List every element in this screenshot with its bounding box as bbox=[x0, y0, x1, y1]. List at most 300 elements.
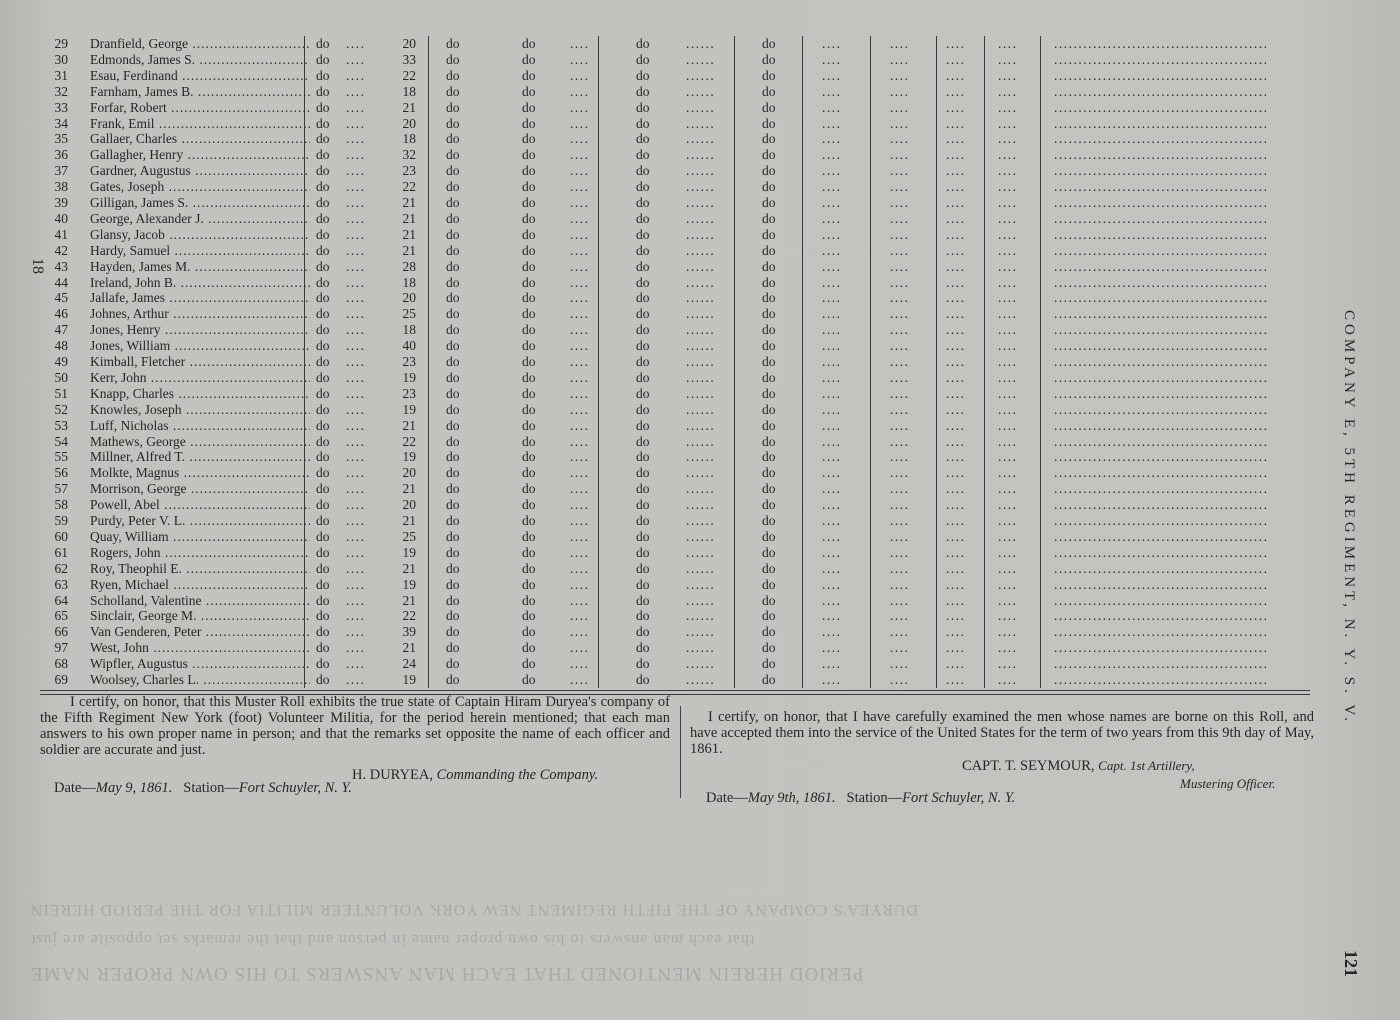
leader-dots: .... bbox=[822, 672, 842, 687]
rank-cell: do bbox=[316, 417, 330, 433]
leader-dots: .... bbox=[946, 354, 966, 369]
leader-dots: .... bbox=[998, 195, 1018, 210]
soldier-name: Gallaer, Charles ..... bbox=[90, 131, 310, 147]
ditto-cell: do bbox=[762, 274, 776, 290]
leader-dots: .... bbox=[946, 306, 966, 322]
leader-dots: .... bbox=[570, 656, 590, 672]
table-row bbox=[40, 147, 1310, 163]
row-number: 41 bbox=[54, 226, 68, 242]
soldier-name: Scholland, Valentine ..... bbox=[90, 593, 310, 609]
leader-dots: .... bbox=[570, 163, 590, 179]
leader-dots: .... bbox=[822, 67, 842, 83]
remarks-leader-dots: ............................................ bbox=[1054, 608, 1269, 624]
age-cell: 21 bbox=[402, 481, 416, 497]
leader-dots: .... bbox=[998, 369, 1018, 385]
date-station-left: Date—May 9, 1861. Station—Fort Schuyler, N. Y. bbox=[54, 780, 352, 796]
ditto-cell: do bbox=[762, 449, 776, 465]
leader-dots: .... bbox=[346, 672, 366, 687]
rank-cell: do bbox=[316, 226, 330, 242]
row-number: 38 bbox=[54, 179, 68, 195]
row-number: 49 bbox=[54, 354, 68, 369]
row-number: 40 bbox=[54, 210, 68, 226]
ditto-cell: do bbox=[446, 640, 460, 656]
certification-right-text: I certify, on honor, that I have carefully examined the men whose names are borne on this Roll, and have accepted them into the service of the United States for the term of two years from this 9th day of May, 1861. bbox=[690, 709, 1314, 757]
leader-dots: .... bbox=[822, 210, 842, 226]
row-number: 35 bbox=[54, 131, 68, 147]
leader-dots: .... bbox=[890, 640, 910, 656]
table-row bbox=[40, 36, 1310, 52]
ditto-cell: do bbox=[636, 147, 650, 163]
leader-dots: .... bbox=[890, 576, 910, 592]
leader-dots: ...... bbox=[686, 322, 716, 338]
soldier-name: Farnham, James B. ..... bbox=[90, 84, 310, 100]
row-number: 30 bbox=[54, 51, 68, 67]
table-row bbox=[40, 545, 1310, 561]
row-number: 34 bbox=[54, 115, 68, 131]
leader-dots: .... bbox=[570, 67, 590, 83]
leader-dots: .... bbox=[998, 242, 1018, 258]
ditto-cell: do bbox=[636, 401, 650, 417]
leader-dots: .... bbox=[998, 322, 1018, 338]
table-row bbox=[40, 195, 1310, 211]
leader-dots: .... bbox=[890, 195, 910, 210]
soldier-name: Glansy, Jacob ..... bbox=[90, 227, 310, 243]
soldier-name: Roy, Theophil E. ..... bbox=[90, 561, 310, 577]
ditto-cell: do bbox=[636, 640, 650, 656]
ditto-cell: do bbox=[522, 401, 536, 417]
ditto-cell: do bbox=[446, 656, 460, 672]
ditto-cell: do bbox=[446, 306, 460, 322]
leader-dots: ...... bbox=[686, 195, 716, 210]
table-row bbox=[40, 338, 1310, 354]
ditto-cell: do bbox=[522, 99, 536, 115]
age-cell: 40 bbox=[402, 338, 416, 354]
age-cell: 19 bbox=[402, 401, 416, 417]
soldier-name: Kerr, John ..... bbox=[90, 370, 310, 386]
leader-dots: .... bbox=[570, 672, 590, 687]
remarks-leader-dots: ............................................ bbox=[1054, 115, 1269, 131]
rank-cell: do bbox=[316, 481, 330, 497]
leader-dots: .... bbox=[570, 528, 590, 544]
ditto-cell: do bbox=[446, 322, 460, 338]
leader-dots: .... bbox=[570, 179, 590, 195]
leader-dots: .... bbox=[946, 544, 966, 560]
row-number: 56 bbox=[54, 465, 68, 481]
leader-dots: ...... bbox=[686, 465, 716, 481]
ditto-cell: do bbox=[762, 258, 776, 274]
ditto-cell: do bbox=[762, 513, 776, 528]
leader-dots: .... bbox=[570, 306, 590, 322]
leader-dots: .... bbox=[346, 544, 366, 560]
ditto-cell: do bbox=[522, 592, 536, 608]
leader-dots: .... bbox=[998, 51, 1018, 67]
table-row bbox=[40, 481, 1310, 497]
leader-dots: .... bbox=[998, 608, 1018, 624]
leader-dots: .... bbox=[890, 115, 910, 131]
table-row bbox=[40, 418, 1310, 434]
ditto-cell: do bbox=[636, 338, 650, 354]
leader-dots: ...... bbox=[686, 608, 716, 624]
leader-dots: .... bbox=[946, 592, 966, 608]
leader-dots: .... bbox=[570, 195, 590, 210]
leader-dots: ...... bbox=[686, 481, 716, 497]
ditto-cell: do bbox=[522, 465, 536, 481]
age-cell: 20 bbox=[402, 497, 416, 513]
leader-dots: .... bbox=[890, 481, 910, 497]
ditto-cell: do bbox=[762, 163, 776, 179]
leader-dots: .... bbox=[346, 385, 366, 401]
soldier-name: Frank, Emil ..... bbox=[90, 116, 310, 132]
soldier-name: Purdy, Peter V. L. ..... bbox=[90, 513, 310, 529]
side-running-title: COMPANY E, 5TH REGIMENT, N. Y. S. V. bbox=[1341, 310, 1357, 726]
ditto-cell: do bbox=[522, 544, 536, 560]
age-cell: 20 bbox=[402, 290, 416, 306]
leader-dots: .... bbox=[346, 226, 366, 242]
leader-dots: .... bbox=[998, 576, 1018, 592]
age-cell: 22 bbox=[402, 433, 416, 449]
leader-dots: .... bbox=[570, 640, 590, 656]
remarks-leader-dots: ............................................ bbox=[1054, 226, 1269, 242]
remarks-leader-dots: ............................................ bbox=[1054, 99, 1269, 115]
ditto-cell: do bbox=[446, 401, 460, 417]
ditto-cell: do bbox=[446, 449, 460, 465]
ditto-cell: do bbox=[522, 226, 536, 242]
row-number: 52 bbox=[54, 401, 68, 417]
ditto-cell: do bbox=[762, 67, 776, 83]
leader-dots: .... bbox=[946, 322, 966, 338]
ditto-cell: do bbox=[762, 115, 776, 131]
leader-dots: .... bbox=[890, 433, 910, 449]
leader-dots: ...... bbox=[686, 449, 716, 465]
leader-dots: .... bbox=[346, 481, 366, 497]
remarks-leader-dots: ............................................ bbox=[1054, 672, 1269, 687]
leader-dots: .... bbox=[346, 115, 366, 131]
leader-dots: .... bbox=[890, 67, 910, 83]
ditto-cell: do bbox=[522, 242, 536, 258]
leader-dots: .... bbox=[946, 624, 966, 640]
ditto-cell: do bbox=[522, 36, 536, 51]
leader-dots: .... bbox=[346, 354, 366, 369]
leader-dots: .... bbox=[998, 624, 1018, 640]
ditto-cell: do bbox=[762, 385, 776, 401]
rank-cell: do bbox=[316, 640, 330, 656]
ditto-cell: do bbox=[636, 306, 650, 322]
leader-dots: .... bbox=[890, 306, 910, 322]
ditto-cell: do bbox=[522, 433, 536, 449]
leader-dots: .... bbox=[570, 338, 590, 354]
leader-dots: .... bbox=[890, 354, 910, 369]
leader-dots: .... bbox=[570, 417, 590, 433]
ditto-cell: do bbox=[762, 322, 776, 338]
table-row bbox=[40, 100, 1310, 116]
certification-divider bbox=[680, 706, 681, 798]
leader-dots: ...... bbox=[686, 576, 716, 592]
rank-cell: do bbox=[316, 497, 330, 513]
ditto-cell: do bbox=[446, 115, 460, 131]
remarks-leader-dots: ............................................ bbox=[1054, 576, 1269, 592]
row-number: 64 bbox=[54, 592, 68, 608]
leader-dots: .... bbox=[822, 465, 842, 481]
soldier-name: Hardy, Samuel ..... bbox=[90, 243, 310, 259]
ditto-cell: do bbox=[636, 672, 650, 687]
leader-dots: .... bbox=[890, 624, 910, 640]
rank-cell: do bbox=[316, 274, 330, 290]
table-row bbox=[40, 163, 1310, 179]
ditto-cell: do bbox=[762, 242, 776, 258]
leader-dots: .... bbox=[998, 290, 1018, 306]
leader-dots: .... bbox=[890, 258, 910, 274]
ditto-cell: do bbox=[522, 608, 536, 624]
age-cell: 24 bbox=[402, 656, 416, 672]
table-row bbox=[40, 402, 1310, 418]
ditto-cell: do bbox=[446, 481, 460, 497]
leader-dots: .... bbox=[998, 131, 1018, 147]
table-row bbox=[40, 513, 1310, 529]
ditto-cell: do bbox=[762, 401, 776, 417]
row-number: 69 bbox=[54, 672, 68, 687]
age-cell: 18 bbox=[402, 131, 416, 147]
age-cell: 21 bbox=[402, 513, 416, 528]
soldier-name: Quay, William ..... bbox=[90, 529, 310, 545]
leader-dots: .... bbox=[822, 274, 842, 290]
soldier-name: Forfar, Robert ..... bbox=[90, 100, 310, 116]
leader-dots: .... bbox=[890, 417, 910, 433]
soldier-name: Gilligan, James S. ..... bbox=[90, 195, 310, 211]
remarks-leader-dots: ............................................ bbox=[1054, 528, 1269, 544]
leader-dots: .... bbox=[946, 99, 966, 115]
ditto-cell: do bbox=[762, 210, 776, 226]
leader-dots: .... bbox=[890, 608, 910, 624]
leader-dots: .... bbox=[890, 83, 910, 99]
leader-dots: .... bbox=[998, 179, 1018, 195]
leader-dots: .... bbox=[346, 99, 366, 115]
rank-cell: do bbox=[316, 67, 330, 83]
table-row bbox=[40, 131, 1310, 147]
date-station-right: Date—May 9th, 1861. Station—Fort Schuyler, N. Y. bbox=[706, 790, 1016, 806]
leader-dots: .... bbox=[822, 513, 842, 528]
row-number: 43 bbox=[54, 258, 68, 274]
leader-dots: .... bbox=[822, 592, 842, 608]
bleed-through-text: that each man answers to his own proper name in person and that the remarks set opposite are just bbox=[30, 931, 755, 948]
ditto-cell: do bbox=[636, 513, 650, 528]
leader-dots: .... bbox=[346, 210, 366, 226]
ditto-cell: do bbox=[636, 210, 650, 226]
ditto-cell: do bbox=[762, 528, 776, 544]
leader-dots: .... bbox=[998, 99, 1018, 115]
leader-dots: .... bbox=[346, 640, 366, 656]
leader-dots: .... bbox=[946, 338, 966, 354]
leader-dots: .... bbox=[890, 497, 910, 513]
leader-dots: .... bbox=[946, 36, 966, 51]
table-bottom-rule bbox=[40, 690, 1310, 691]
rank-cell: do bbox=[316, 147, 330, 163]
leader-dots: .... bbox=[346, 576, 366, 592]
leader-dots: .... bbox=[822, 306, 842, 322]
soldier-name: Knowles, Joseph ..... bbox=[90, 402, 310, 418]
age-cell: 20 bbox=[402, 465, 416, 481]
row-number: 31 bbox=[54, 67, 68, 83]
ditto-cell: do bbox=[446, 51, 460, 67]
leader-dots: .... bbox=[346, 608, 366, 624]
rank-cell: do bbox=[316, 115, 330, 131]
leader-dots: .... bbox=[946, 242, 966, 258]
soldier-name: Edmonds, James S. ..... bbox=[90, 52, 310, 68]
table-row bbox=[40, 84, 1310, 100]
rank-cell: do bbox=[316, 624, 330, 640]
ditto-cell: do bbox=[522, 51, 536, 67]
leader-dots: ...... bbox=[686, 290, 716, 306]
ditto-cell: do bbox=[636, 115, 650, 131]
leader-dots: .... bbox=[890, 528, 910, 544]
age-cell: 28 bbox=[402, 258, 416, 274]
soldier-name: Sinclair, George M. ..... bbox=[90, 608, 310, 624]
leader-dots: ...... bbox=[686, 83, 716, 99]
ditto-cell: do bbox=[636, 36, 650, 51]
remarks-leader-dots: ............................................ bbox=[1054, 36, 1269, 51]
leader-dots: .... bbox=[570, 624, 590, 640]
leader-dots: .... bbox=[822, 544, 842, 560]
rank-cell: do bbox=[316, 449, 330, 465]
leader-dots: .... bbox=[570, 465, 590, 481]
age-cell: 39 bbox=[402, 624, 416, 640]
leader-dots: .... bbox=[946, 210, 966, 226]
soldier-name: George, Alexander J. ..... bbox=[90, 211, 310, 227]
table-row bbox=[40, 370, 1310, 386]
leader-dots: .... bbox=[998, 83, 1018, 99]
ditto-cell: do bbox=[446, 528, 460, 544]
row-number: 97 bbox=[54, 640, 68, 656]
soldier-name: Morrison, George ..... bbox=[90, 481, 310, 497]
age-cell: 22 bbox=[402, 179, 416, 195]
ditto-cell: do bbox=[636, 322, 650, 338]
table-row bbox=[40, 386, 1310, 402]
remarks-leader-dots: ............................................ bbox=[1054, 195, 1269, 210]
ditto-cell: do bbox=[446, 179, 460, 195]
leader-dots: .... bbox=[570, 274, 590, 290]
leader-dots: .... bbox=[946, 497, 966, 513]
age-cell: 21 bbox=[402, 592, 416, 608]
age-cell: 19 bbox=[402, 576, 416, 592]
leader-dots: .... bbox=[890, 401, 910, 417]
leader-dots: ...... bbox=[686, 497, 716, 513]
leader-dots: .... bbox=[822, 640, 842, 656]
age-cell: 21 bbox=[402, 640, 416, 656]
row-number: 57 bbox=[54, 481, 68, 497]
rank-cell: do bbox=[316, 385, 330, 401]
age-cell: 20 bbox=[402, 36, 416, 51]
ditto-cell: do bbox=[762, 147, 776, 163]
leader-dots: ...... bbox=[686, 624, 716, 640]
table-row bbox=[40, 577, 1310, 593]
leader-dots: .... bbox=[570, 51, 590, 67]
row-number: 32 bbox=[54, 83, 68, 99]
ditto-cell: do bbox=[446, 195, 460, 210]
leader-dots: .... bbox=[946, 433, 966, 449]
leader-dots: .... bbox=[822, 195, 842, 210]
leader-dots: .... bbox=[946, 67, 966, 83]
ditto-cell: do bbox=[636, 354, 650, 369]
ditto-cell: do bbox=[522, 131, 536, 147]
leader-dots: .... bbox=[346, 131, 366, 147]
leader-dots: .... bbox=[998, 656, 1018, 672]
rank-cell: do bbox=[316, 592, 330, 608]
leader-dots: .... bbox=[946, 290, 966, 306]
leader-dots: .... bbox=[890, 656, 910, 672]
ditto-cell: do bbox=[522, 385, 536, 401]
leader-dots: .... bbox=[946, 195, 966, 210]
table-row bbox=[40, 497, 1310, 513]
rank-cell: do bbox=[316, 322, 330, 338]
leader-dots: .... bbox=[822, 322, 842, 338]
leader-dots: .... bbox=[946, 401, 966, 417]
rank-cell: do bbox=[316, 36, 330, 51]
soldier-name: Jones, Henry ..... bbox=[90, 322, 310, 338]
ditto-cell: do bbox=[522, 274, 536, 290]
ditto-cell: do bbox=[446, 83, 460, 99]
leader-dots: .... bbox=[570, 226, 590, 242]
ditto-cell: do bbox=[636, 51, 650, 67]
leader-dots: .... bbox=[998, 544, 1018, 560]
ditto-cell: do bbox=[762, 83, 776, 99]
signature-right: CAPT. T. SEYMOUR, Capt. 1st Artillery, bbox=[962, 758, 1195, 774]
leader-dots: .... bbox=[570, 322, 590, 338]
leader-dots: .... bbox=[890, 592, 910, 608]
leader-dots: .... bbox=[822, 354, 842, 369]
ditto-cell: do bbox=[762, 544, 776, 560]
ditto-cell: do bbox=[522, 576, 536, 592]
row-number: 50 bbox=[54, 369, 68, 385]
leader-dots: .... bbox=[346, 417, 366, 433]
leader-dots: .... bbox=[946, 560, 966, 576]
ditto-cell: do bbox=[636, 560, 650, 576]
rank-cell: do bbox=[316, 338, 330, 354]
leader-dots: ...... bbox=[686, 67, 716, 83]
leader-dots: .... bbox=[346, 656, 366, 672]
soldier-name: Jones, William ..... bbox=[90, 338, 310, 354]
ditto-cell: do bbox=[636, 417, 650, 433]
leader-dots: ...... bbox=[686, 640, 716, 656]
leader-dots: ...... bbox=[686, 417, 716, 433]
leader-dots: ...... bbox=[686, 592, 716, 608]
ditto-cell: do bbox=[446, 608, 460, 624]
rank-cell: do bbox=[316, 354, 330, 369]
soldier-name: Hayden, James M. ..... bbox=[90, 259, 310, 275]
age-cell: 19 bbox=[402, 672, 416, 687]
remarks-leader-dots: ............................................ bbox=[1054, 449, 1269, 465]
rank-cell: do bbox=[316, 258, 330, 274]
leader-dots: .... bbox=[822, 258, 842, 274]
row-number: 65 bbox=[54, 608, 68, 624]
page-number-right: 121 bbox=[1341, 950, 1361, 977]
bleed-through-text: DURYEA'S COMPANY OF THE FIFTH REGIMENT NEW YORK VOLUNTEER MILITIA FOR THE PERIOD HEREIN bbox=[30, 901, 918, 918]
ditto-cell: do bbox=[446, 99, 460, 115]
leader-dots: .... bbox=[346, 433, 366, 449]
leader-dots: .... bbox=[946, 449, 966, 465]
ditto-cell: do bbox=[636, 433, 650, 449]
ditto-cell: do bbox=[636, 258, 650, 274]
ditto-cell: do bbox=[636, 656, 650, 672]
leader-dots: .... bbox=[346, 179, 366, 195]
leader-dots: .... bbox=[946, 576, 966, 592]
leader-dots: .... bbox=[946, 51, 966, 67]
leader-dots: .... bbox=[890, 210, 910, 226]
leader-dots: .... bbox=[822, 36, 842, 51]
ditto-cell: do bbox=[636, 449, 650, 465]
leader-dots: .... bbox=[890, 179, 910, 195]
ditto-cell: do bbox=[446, 163, 460, 179]
remarks-leader-dots: ............................................ bbox=[1054, 179, 1269, 195]
leader-dots: .... bbox=[570, 433, 590, 449]
